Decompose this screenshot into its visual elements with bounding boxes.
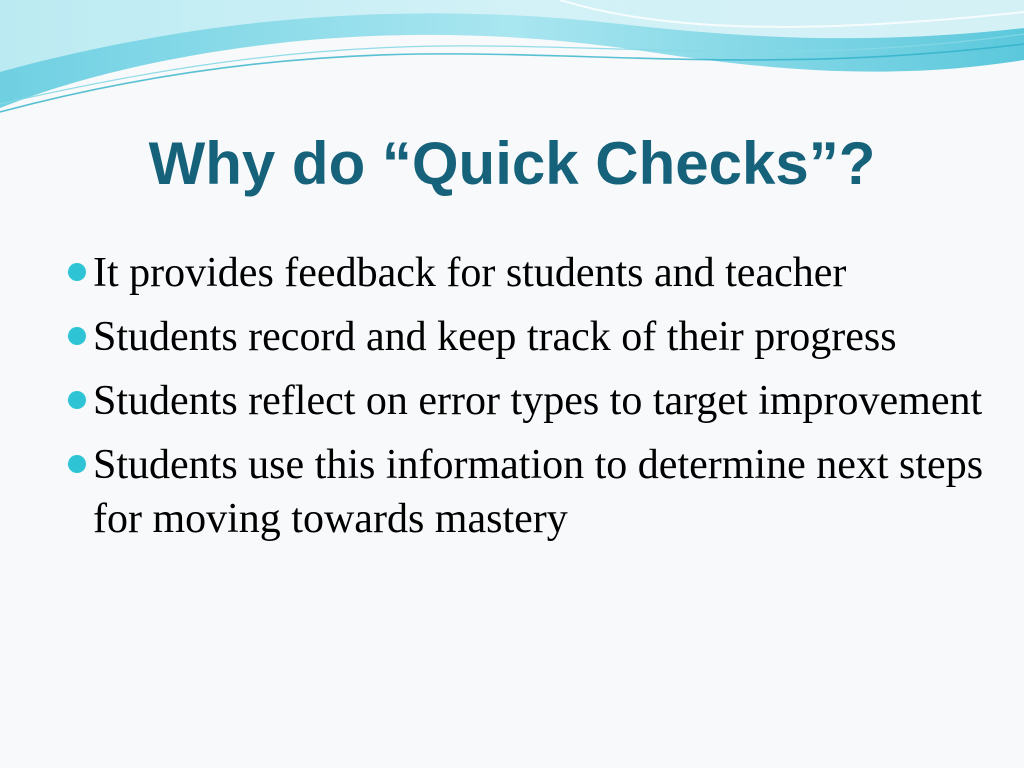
- header-wave-decoration: [0, 0, 1024, 140]
- bullet-item: [60, 246, 990, 300]
- bullet-text: Students record and keep track of their progress: [93, 314, 897, 360]
- slide-title: Why do “Quick Checks”?: [148, 130, 876, 197]
- bullet-text: It provides feedback for students and teacher: [93, 250, 847, 296]
- bullet-dot-icon: [68, 455, 86, 473]
- bullet-item: [60, 374, 990, 428]
- bullet-item: [60, 310, 990, 364]
- bullet-list: [60, 246, 990, 556]
- bullet-text: Students use this information to determine next steps for moving towards mastery: [93, 442, 984, 542]
- bullet-dot-icon: [68, 391, 86, 409]
- bullet-text: Students reflect on error types to target improvement: [93, 378, 983, 424]
- bullet-dot-icon: [68, 327, 86, 345]
- bullet-dot-icon: [68, 263, 86, 281]
- bullet-item: [60, 438, 990, 546]
